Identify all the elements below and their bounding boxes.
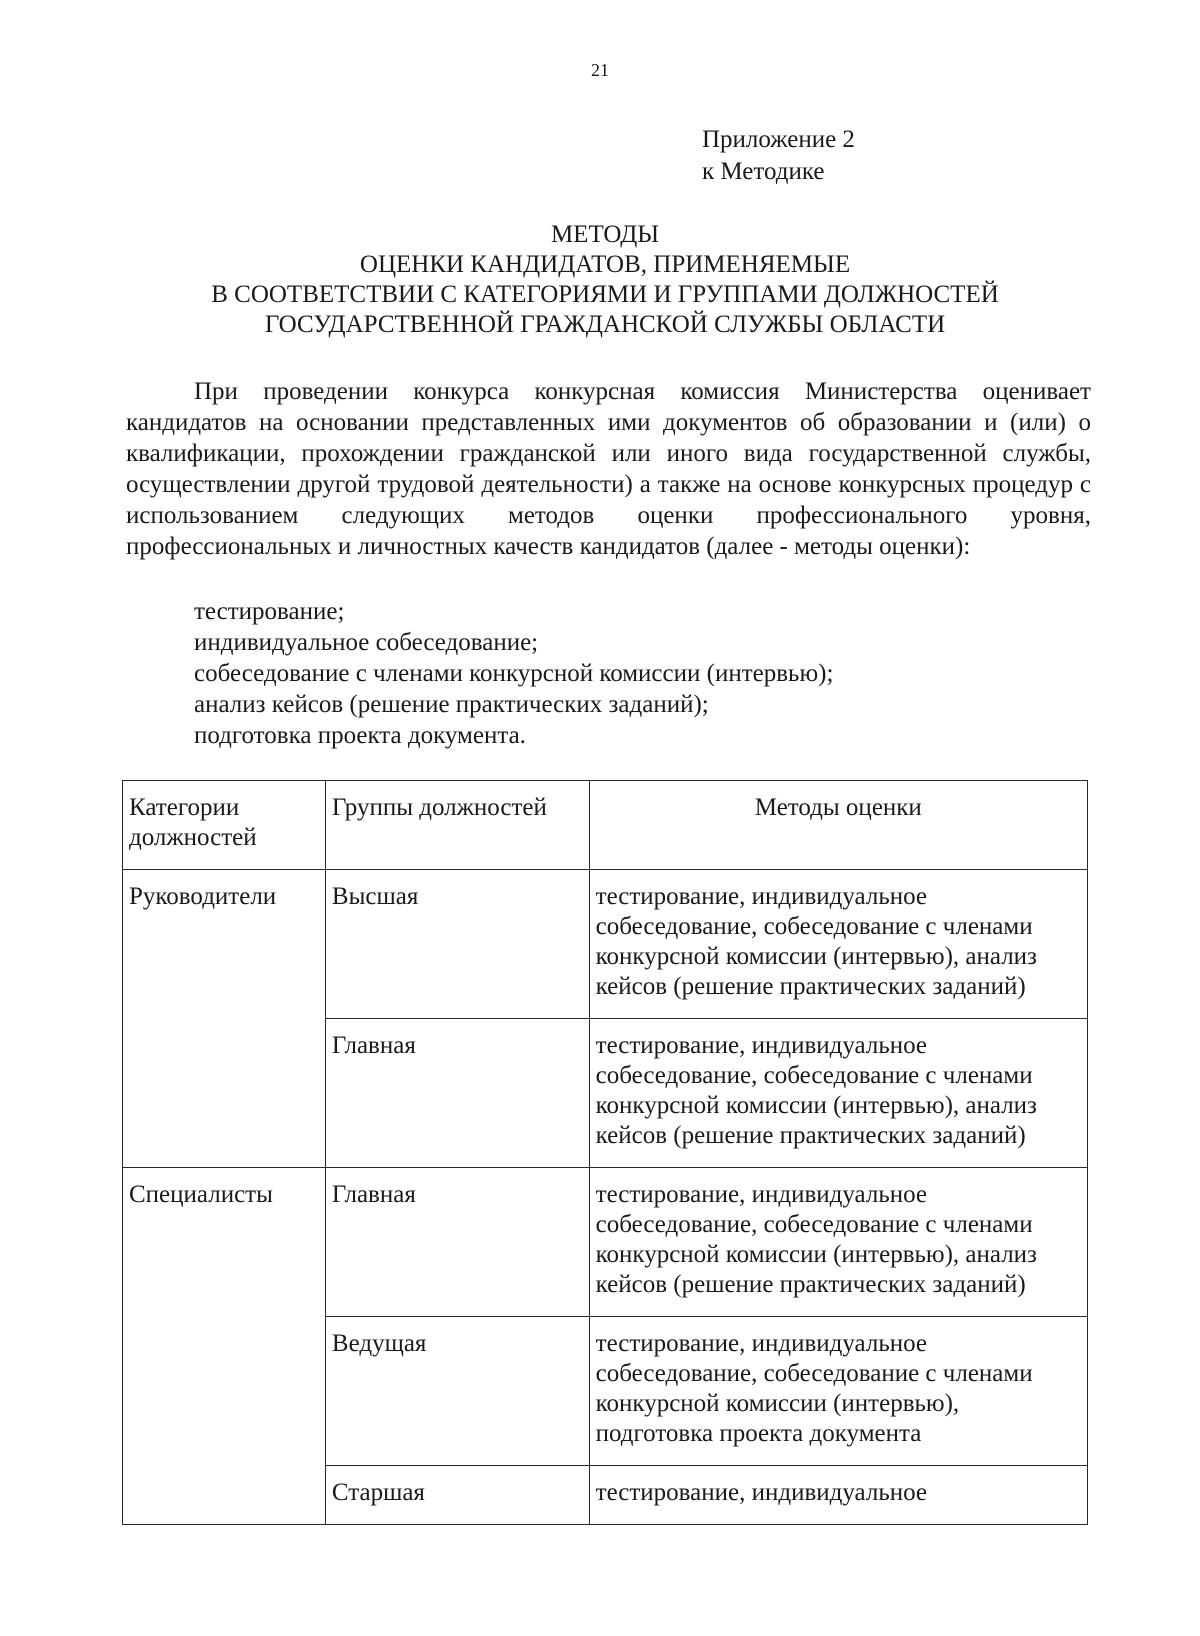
methods-cell: тестирование, индивидуальное собеседование, собеседование с членами конкурсной комиссии (интервью), анализ кейсов (решение практических заданий)	[589, 870, 1087, 1019]
methods-list	[194, 596, 833, 751]
intro-paragraph: При проведении конкурса конкурсная комиссия Министерства оценивает кандидатов на основании представленных ими документов об образовании и (или) о квалификации, прохождении гражданской или иного вида государственной службы, осуществлении другой трудовой деятельности) а также на основе конкурсных процедур с использованием следующих методов оценки профессионального уровня, профессиональных и личностных качеств кандидатов (далее - методы оценки):	[126, 378, 1091, 560]
methods-table	[122, 780, 1088, 1525]
category-cell: Специалисты	[123, 1168, 326, 1317]
title-line: ОЦЕНКИ КАНДИДАТОВ, ПРИМЕНЯЕМЫЕ	[359, 251, 851, 278]
group-cell: Главная	[325, 1019, 589, 1168]
list-item: собеседование с членами конкурсной комиссии (интервью);	[194, 660, 834, 687]
appendix-line: Приложение 2	[702, 126, 855, 153]
list-item: подготовка проекта документа.	[194, 722, 526, 749]
group-cell: Главная	[325, 1168, 589, 1317]
page-number: 21	[591, 60, 609, 80]
table-header-row	[123, 781, 1088, 870]
title-line: ГОСУДАРСТВЕННОЙ ГРАЖДАНСКОЙ СЛУЖБЫ ОБЛАСТИ	[264, 311, 946, 338]
list-item: анализ кейсов (решение практических заданий);	[194, 691, 709, 718]
header-methods: Методы оценки	[589, 781, 1087, 870]
group-cell: Ведущая	[325, 1317, 589, 1466]
table-row	[123, 870, 1088, 1019]
table-row	[123, 1168, 1088, 1317]
methods-cell: тестирование, индивидуальное	[589, 1466, 1087, 1525]
methods-cell: тестирование, индивидуальное собеседование, собеседование с членами конкурсной комиссии (интервью), анализ кейсов (решение практических заданий)	[589, 1168, 1087, 1317]
category-cell	[123, 1466, 326, 1525]
title-line: В СООТВЕТСТВИИ С КАТЕГОРИЯМИ И ГРУППАМИ ДОЛЖНОСТЕЙ	[211, 281, 999, 308]
document-title	[0, 220, 1200, 340]
group-cell: Высшая	[325, 870, 589, 1019]
category-cell	[123, 1019, 326, 1168]
category-cell	[123, 1317, 326, 1466]
table-row	[123, 1466, 1088, 1525]
header-group: Группы должностей	[325, 781, 589, 870]
list-item: индивидуальное собеседование;	[194, 629, 539, 656]
table-row	[123, 1317, 1088, 1466]
appendix-line: к Методике	[702, 158, 825, 185]
group-cell: Старшая	[325, 1466, 589, 1525]
header-category: Категории должностей	[123, 781, 326, 870]
appendix-reference	[702, 124, 855, 188]
methods-cell: тестирование, индивидуальное собеседование, собеседование с членами конкурсной комиссии (интервью), анализ кейсов (решение практических заданий)	[589, 1019, 1087, 1168]
list-item: тестирование;	[194, 598, 345, 625]
table-row	[123, 1019, 1088, 1168]
title-line: МЕТОДЫ	[550, 221, 660, 248]
category-cell: Руководители	[123, 870, 326, 1019]
methods-cell: тестирование, индивидуальное собеседование, собеседование с членами конкурсной комиссии (интервью), подготовка проекта документа	[589, 1317, 1087, 1466]
